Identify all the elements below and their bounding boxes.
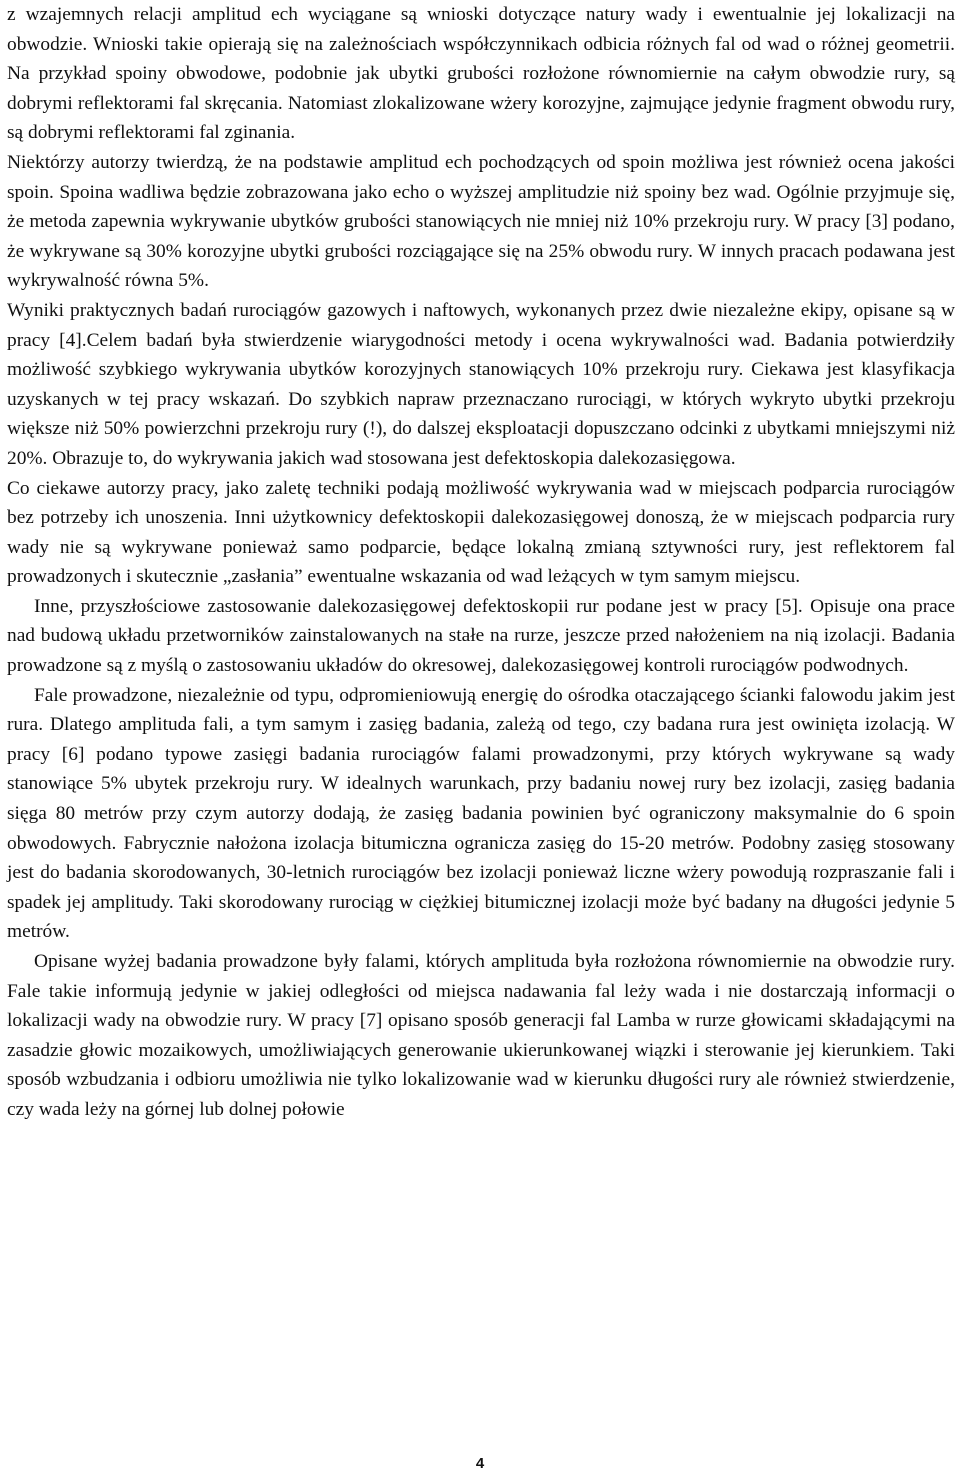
- page-number: 4: [475, 1455, 485, 1472]
- paragraph-7: Opisane wyżej badania prowadzone były falami, których amplituda była rozłożona równomiernie na obwodzie rury. Fale takie informują jedynie w jakiej odległości od miejsca nadawania fal leży wada i nie dostarczają informacji o lokalizacji wady na obwodzie rury. W pracy [7] opisano sposób generacji fal Lamba w rurze głowicami składającymi na zasadzie głowic mozaikowych, umożliwiających generowanie ukierunkowanej wiązki i sterowanie jej kierunkiem. Taki sposób wzbudzania i odbioru umożliwia nie tylko lokalizowanie wad w kierunku długości rury ale również stwierdzenie, czy wada leży na górnej lub dolnej połowie: [7, 951, 955, 1120]
- paragraph-6: Fale prowadzone, niezależnie od typu, odpromieniowują energię do ośrodka otaczającego ścianki falowodu jakim jest rura. Dlatego amplituda fali, a tym samym i zasięg badania, zależą od tego, czy badana rura jest owinięta izolacją. W pracy [6] podano typowe zasięgi badania rurociągów falami prowadzonymi, przy których wykrywane są wady stanowiące 5% ubytek przekroju rury. W idealnych warunkach, przy badaniu nowej rury bez izolacji, zasięg badania sięga 80 metrów przy czym autorzy dodają, że zasięg badania powinien być ograniczony maksymalnie do 6 spoin obwodowych. Fabrycznie nałożona izolacja bitumiczna ogranicza zasięg do 15-20 metrów. Podobny zasięg stosowany jest do badania skorodowanych, 30-letnich rurociągów bez izolacji ponieważ liczne wżery powodują rozpraszanie fali i spadek jej amplitudy. Taki skorodowany rurociąg w ciężkiej bitumicznej izolacji może być badany na długości jedynie 5 metrów.: [7, 684, 955, 943]
- paragraph-4: Co ciekawe autorzy pracy, jako zaletę techniki podają możliwość wykrywania wad w miejscach podparcia rurociągów bez potrzeby ich unoszenia. Inni użytkownicy defektoskopii dalekozasięgowej donoszą, że w miejscach podparcia rury wady nie są wykrywane ponieważ samo podparcie, będące lokalną zmianą sztywności rury, jest reflektorem fal prowadzonych i skutecznie „zasłania” ewentualne wskazania od wad leżących w tym samym miejscu.: [7, 477, 955, 588]
- paragraph-3: Wyniki praktycznych badań rurociągów gazowych i naftowych, wykonanych przez dwie niezależne ekipy, opisane są w pracy [4].Celem badań była stwierdzenie wiarygodności metody i ocena wykrywalności wad. Badania potwierdziły możliwość szybkiego wykrywania ubytków korozyjnych stanowiących 10% przekroju rury. Ciekawa jest klasyfikacja uzyskanych w tej pracy wskazań. Do szybkich napraw przeznaczano rurociągi, w których wykryto ubytki przekroju większe niż 50% powierzchni przekroju rury (!), do dalszej eksploatacji dopuszczano odcinki z ubytkami mniejszymi niż 20%. Obrazuje to, do wykrywania jakich wad stosowana jest defektoskopia dalekozasięgowa.: [7, 299, 955, 469]
- paragraph-2: Niektórzy autorzy twierdzą, że na podstawie amplitud ech pochodzących od spoin możliwa jest również ocena jakości spoin. Spoina wadliwa będzie zobrazowana jako echo o wyższej amplitudzie niż spoiny bez wad. Ogólnie przyjmuje się, że metoda zapewnia wykrywanie ubytków grubości stanowiących nie mniej niż 10% przekroju rury. W pracy [3] podano, że wykrywane są 30% korozyjne ubytki grubości rozciągające się na 25% obwodu rury. W innych pracach podawana jest wykrywalność równa 5%.: [7, 151, 955, 292]
- document-page: [7, 0, 955, 1125]
- paragraph-1: z wzajemnych relacji amplitud ech wyciągane są wnioski dotyczące natury wady i ewentualnie jej lokalizacji na obwodzie. Wnioski takie opierają się na zależnościach współczynnikach odbicia różnych fal od wad o różnej geometrii. Na przykład spoiny obwodowe, podobnie jak ubytki grubości rozłożone równomiernie na całym obwodzie rury, są dobrymi reflektorami fal skręcania. Natomiast zlokalizowane wżery korozyjne, zajmujące jedynie fragment obwodu rury, są dobrymi reflektorami fal zginania.: [7, 4, 955, 144]
- paragraph-5: Inne, przyszłościowe zastosowanie dalekozasięgowej defektoskopii rur podane jest w pracy [5]. Opisuje ona prace nad budową układu przetworników zainstalowanych na stałe na rurze, jeszcze przed nałożeniem na nią izolacji. Badania prowadzone są z myślą o zastosowaniu układów do okresowej, dalekozasięgowej kontroli rurociągów podwodnych.: [7, 595, 955, 677]
